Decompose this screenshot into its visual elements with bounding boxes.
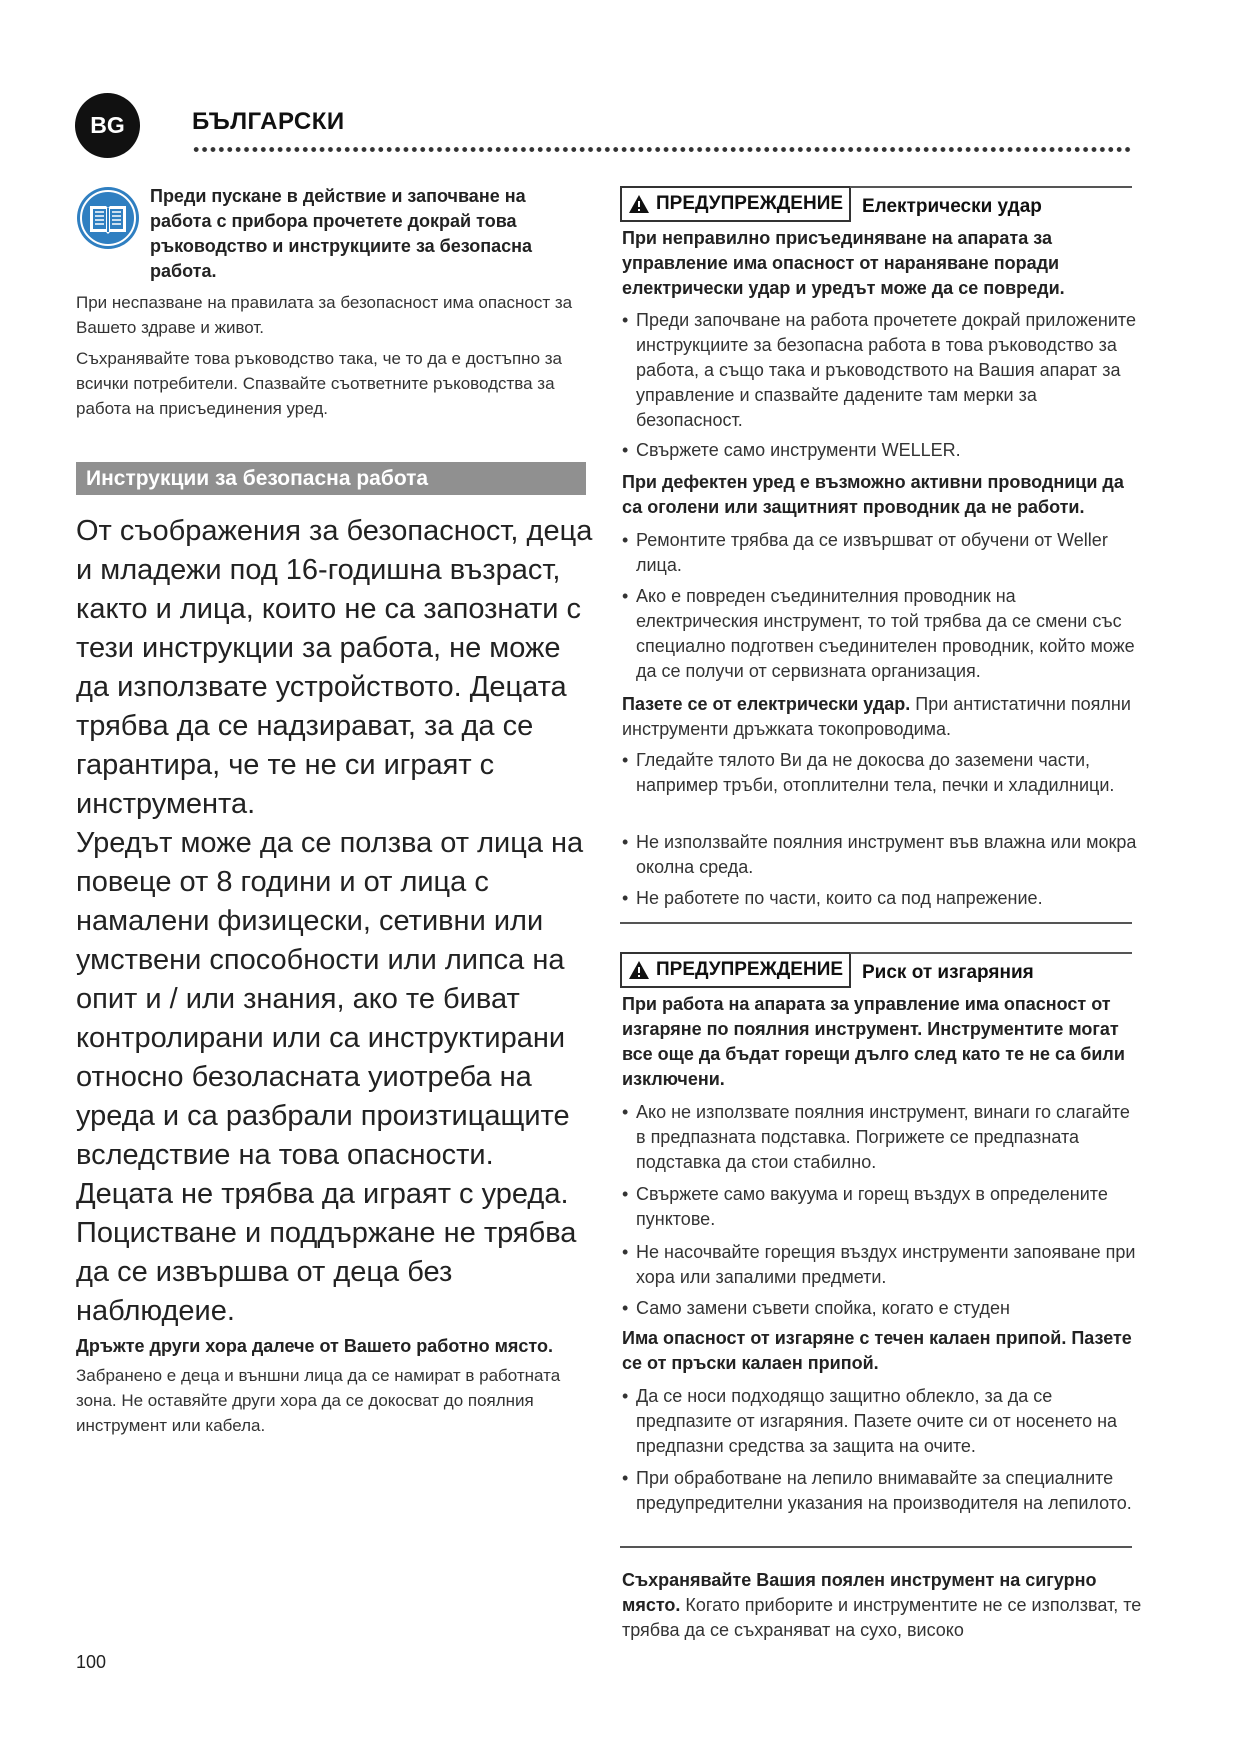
- bullet-item: • Само замени съвети спойка, когато е студен: [622, 1296, 1142, 1321]
- protect-heading: Пазете се от електрически удар.: [622, 694, 911, 714]
- bullet-item: • Свържете само вакуума и горещ въздух в определените пунктове.: [622, 1182, 1142, 1232]
- section-divider: [620, 1546, 1132, 1548]
- protect-paragraph: [622, 692, 1142, 742]
- warning-top-rule: [850, 952, 1132, 954]
- keep-away-heading: Дръжте други хора далече от Вашето работно място.: [76, 1336, 553, 1356]
- warning-label-box: [620, 186, 851, 222]
- intro-instruction: Преди пускане в действие и започване на работа с прибора прочетете докрай това ръководство и инструкциите за безопасна работа.: [150, 186, 533, 281]
- warning-label: ПРЕДУПРЕЖДЕНИЕ: [656, 959, 844, 980]
- cleaning-paragraph: Поцистване и поддържане не трябва да се извършва от деца без наблюдеие.: [76, 1217, 577, 1327]
- warning-bold-text: При дефектен уред е възможно активни проводници да са оголени или защитният проводник да не работи.: [622, 472, 1124, 517]
- bullet-item: • Преди започване на работа прочетете докрай приложените инструкциите за безопасна работа в това ръководство за работа, а също така и ръководството на Вашия апарат за управление и спазвайте дадените там мерки за безопасност.: [622, 308, 1142, 433]
- bullet-item: • Свържете само инструменти WELLER.: [622, 438, 1142, 463]
- bullet-item: • Да се носи подходящо защитно облекло, за да се предпазите от изгаряния. Пазете очите си от носенето на предпазни средства за защита на очите.: [622, 1384, 1142, 1459]
- bullet-item: • При обработване на лепило внимавайте за специалните предупредителни указания на производителя на лепилото.: [622, 1466, 1142, 1516]
- warning-triangle-icon: [628, 194, 650, 214]
- warning-bold-text: При неправилно присъединяване на апарата за управление има опасност от нараняване поради електрически удар и уредът може да се повреди.: [622, 228, 1065, 298]
- storage-paragraph: [622, 1568, 1142, 1643]
- warning-bold-text: Има опасност от изгаряне с течен калаен припой. Пазете се от пръски калаен припой.: [622, 1328, 1132, 1373]
- warning-label-box: [620, 952, 851, 988]
- bullet-item: • Не работете по части, които са под напрежение.: [622, 886, 1142, 911]
- language-badge: BG: [75, 93, 140, 158]
- storage-text: Когато приборите и инструментите не се използват, те трябва да се съхраняват на сухо, високо: [622, 1595, 1142, 1640]
- page-number: 100: [76, 1652, 107, 1672]
- keep-away-paragraph: Забранено е деца и външни лица да се намират в работната зона. Не оставяйте други хора да се докосват до поялния инструмент или кабела.: [76, 1366, 561, 1435]
- manual-book-icon: [76, 186, 140, 250]
- section-divider: [620, 922, 1132, 924]
- health-warning-paragraph: При неспазване на правилата за безопасност има опасност за Вашето здраве и живот.: [76, 293, 573, 337]
- header-dotted-divider: [192, 146, 1132, 153]
- warning-top-rule: [850, 186, 1132, 188]
- bullet-item: • Не насочвайте горещия въздух инструменти запояване при хора или запалими предмети.: [622, 1240, 1142, 1290]
- bullet-item: • Не използвайте поялния инструмент във влажна или мокра околна среда.: [622, 830, 1142, 880]
- warning-bold-text: При работа на апарата за управление има опасност от изгаряне по поялния инструмент. Инструментите могат все още да бъдат горещи дълго след като те не са били изключени.: [622, 994, 1125, 1089]
- bullet-item: • Ако не използвате поялния инструмент, винаги го слагайте в предпазната подставка. Погрижете се предпазната подставка да стои стабилно.: [622, 1100, 1142, 1175]
- warning-label: ПРЕДУПРЕЖДЕНИЕ: [656, 193, 844, 214]
- usage-restrictions-paragraph: Уредът може да се ползва от лица на повеце от 8 години и от лица с намалени физицески, сетивни или умствени способности или липса на опит и / или знания, ако те биват контролирани или са инструктирани относно безоласната уиотреба на уреда и са разбрали произтицащите вследствие на това опасности. Децата не трябва да играят с уреда.: [76, 827, 584, 1210]
- bullet-item: • Гледайте тялото Ви да не докосва до заземени части, например тръби, отоплителни тела, печки и хладилници.: [622, 748, 1142, 798]
- warning-triangle-icon: [628, 960, 650, 980]
- bullet-item: • Ако е повреден съединителния проводник на електрическия инструмент, то той трябва да се смени със специално подготвен съединителен проводник, който може да се получи от сервизната организация.: [622, 584, 1142, 684]
- children-safety-paragraph: От съображения за безопасност, деца и младежи под 16-годишна възраст, както и лица, които не са запознати с тези инструкции за работа, не може да използвате устройството. Децата трябва да се надзирават, за да се гарантира, че те не си играят с инструмента.: [76, 515, 593, 820]
- storage-heading: Съхранявайте Вашия поялен инструмент на сигурно място.: [622, 1570, 1097, 1615]
- keep-manual-paragraph: Съхранявайте това ръководство така, че то да е достъпно за всички потребители. Спазвайте съответните ръководства за работа на присъединения уред.: [76, 349, 562, 418]
- language-title: БЪЛГАРСКИ: [192, 108, 345, 135]
- section-title: Инструкции за безопасна работа: [76, 462, 586, 495]
- warning-title: Риск от изгаряния: [862, 962, 1034, 983]
- protect-text: При антистатични поялни инструменти дръжката токопроводима.: [622, 694, 1131, 739]
- bullet-item: • Ремонтите трябва да се извършват от обучени от Weller лица.: [622, 528, 1142, 578]
- warning-title: Електрически удар: [862, 196, 1042, 217]
